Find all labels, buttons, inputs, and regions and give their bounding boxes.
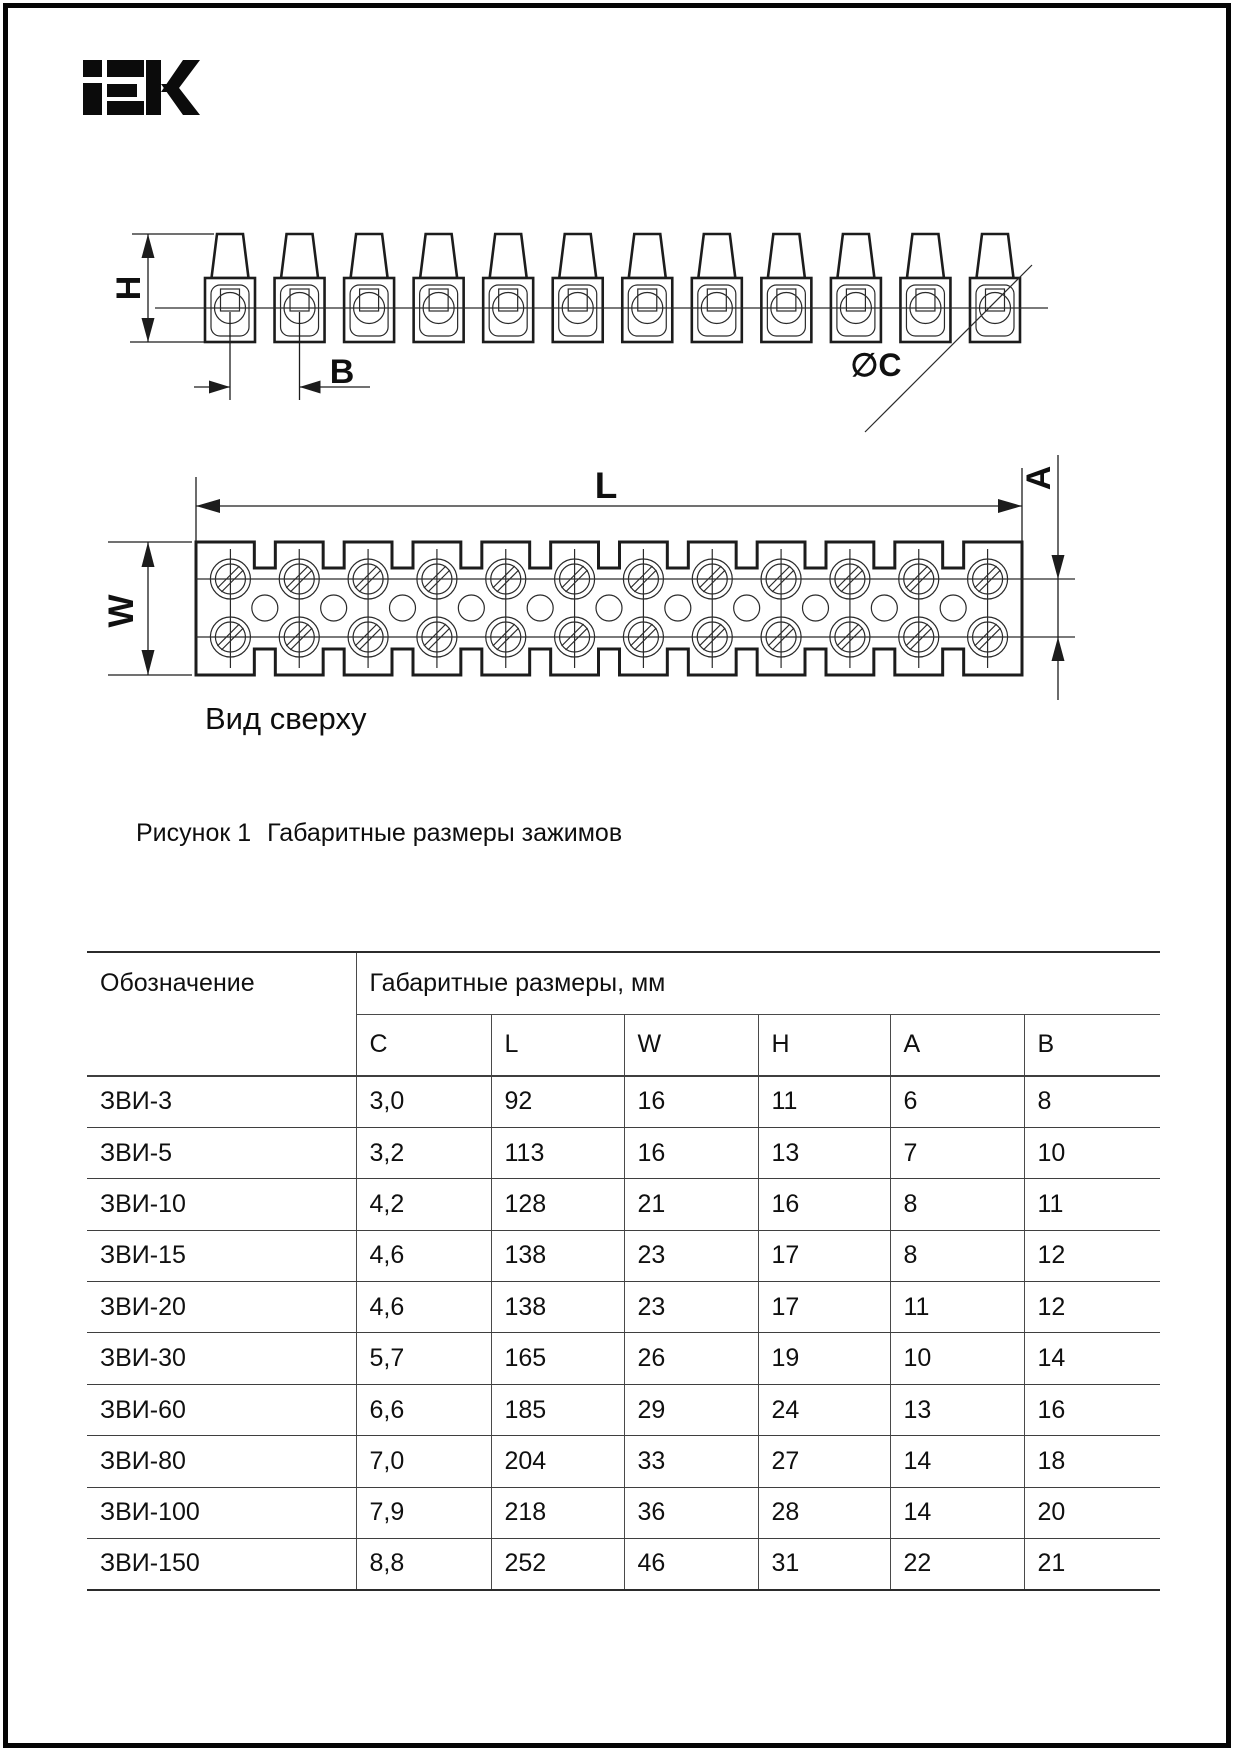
designation-cell: ЗВИ-20 (87, 1282, 356, 1333)
value-cell: 113 (491, 1127, 624, 1178)
value-cell: 218 (491, 1487, 624, 1538)
dim-label-l: L (594, 465, 618, 506)
strip-outline (196, 542, 1022, 675)
value-cell: 28 (758, 1487, 890, 1538)
value-cell: 16 (1024, 1384, 1160, 1435)
value-cell: 252 (491, 1539, 624, 1590)
table-row (87, 1539, 1160, 1590)
value-cell: 27 (758, 1436, 890, 1487)
value-cell: 4,6 (356, 1230, 491, 1281)
terminal-segment (483, 234, 533, 342)
terminal-segment (344, 234, 394, 342)
value-cell: 21 (624, 1179, 758, 1230)
arrowhead-left (196, 499, 220, 513)
dim-label-h: H (110, 275, 148, 301)
value-cell: 11 (758, 1076, 890, 1127)
value-cell: 26 (624, 1333, 758, 1384)
designation-cell: ЗВИ-15 (87, 1230, 356, 1281)
value-cell: 138 (491, 1282, 624, 1333)
value-cell: 33 (624, 1436, 758, 1487)
table-row (87, 1282, 1160, 1333)
value-cell: 13 (890, 1384, 1024, 1435)
terminal-segment (831, 234, 881, 342)
value-cell: 165 (491, 1333, 624, 1384)
arrowhead-down (142, 318, 155, 342)
value-cell: 23 (624, 1282, 758, 1333)
value-cell: 7,0 (356, 1436, 491, 1487)
value-cell: 7 (890, 1127, 1024, 1178)
terminal-segment (553, 234, 603, 342)
value-cell: 11 (1024, 1179, 1160, 1230)
screw-head-side (281, 234, 318, 278)
value-cell: 17 (758, 1282, 890, 1333)
table-row (87, 1436, 1160, 1487)
value-cell: 3,0 (356, 1076, 491, 1127)
screw-head-side (907, 234, 944, 278)
designation-header: Обозначение (87, 952, 356, 1076)
designation-cell: ЗВИ-30 (87, 1333, 356, 1384)
designation-cell: ЗВИ-5 (87, 1127, 356, 1178)
value-cell: 8 (890, 1179, 1024, 1230)
value-cell: 20 (1024, 1487, 1160, 1538)
value-cell: 12 (1024, 1230, 1160, 1281)
terminal-segment (761, 234, 811, 342)
value-cell: 6,6 (356, 1384, 491, 1435)
screw-head-side (351, 234, 388, 278)
value-cell: 17 (758, 1230, 890, 1281)
arrowhead-up (1052, 637, 1065, 661)
value-cell: 31 (758, 1539, 890, 1590)
value-cell: 3,2 (356, 1127, 491, 1178)
value-cell: 4,2 (356, 1179, 491, 1230)
designation-cell: ЗВИ-10 (87, 1179, 356, 1230)
value-cell: 185 (491, 1384, 624, 1435)
terminal-segment (622, 234, 672, 342)
dim-label-b: B (329, 353, 355, 391)
value-cell: 23 (624, 1230, 758, 1281)
arrowhead-up (142, 542, 155, 567)
screw-head-side (559, 234, 596, 278)
screw-head-side (212, 234, 249, 278)
value-cell: 204 (491, 1436, 624, 1487)
value-cell: 138 (491, 1230, 624, 1281)
value-cell: 16 (624, 1127, 758, 1178)
value-cell: 8 (890, 1230, 1024, 1281)
terminal-segment (414, 234, 464, 342)
col-header-l: L (491, 1014, 624, 1076)
screw-head-side (698, 234, 735, 278)
col-header-w: W (624, 1014, 758, 1076)
value-cell: 13 (758, 1127, 890, 1178)
dimensions-table-grid (87, 951, 1160, 1591)
iek-logo (83, 60, 200, 115)
table-row (87, 1179, 1160, 1230)
terminal-segment (970, 234, 1020, 342)
value-cell: 18 (1024, 1436, 1160, 1487)
table-row (87, 1230, 1160, 1281)
dimensions-table (87, 951, 1160, 1591)
value-cell: 4,6 (356, 1282, 491, 1333)
screw-head-side (976, 234, 1013, 278)
designation-cell: ЗВИ-150 (87, 1539, 356, 1590)
value-cell: 12 (1024, 1282, 1160, 1333)
front-view-drawing (205, 234, 1020, 342)
value-cell: 10 (890, 1333, 1024, 1384)
designation-cell: ЗВИ-3 (87, 1076, 356, 1127)
screw-head-side (837, 234, 874, 278)
col-header-a: A (890, 1014, 1024, 1076)
col-header-h: H (758, 1014, 890, 1076)
table-row (87, 1333, 1160, 1384)
table-row (87, 1076, 1160, 1127)
value-cell: 7,9 (356, 1487, 491, 1538)
figure-caption-label: Рисунок 1 (136, 819, 252, 847)
top-view-drawing (196, 542, 1022, 675)
value-cell: 92 (491, 1076, 624, 1127)
figure-caption-text: Габаритные размеры зажимов (267, 819, 623, 847)
value-cell: 29 (624, 1384, 758, 1435)
value-cell: 5,7 (356, 1333, 491, 1384)
arrowhead-left (300, 381, 321, 394)
value-cell: 14 (1024, 1333, 1160, 1384)
arrowhead-down (1052, 555, 1065, 579)
terminal-segment (900, 234, 950, 342)
designation-cell: ЗВИ-60 (87, 1384, 356, 1435)
table-row (87, 1127, 1160, 1178)
group-header: Габаритные размеры, мм (356, 952, 1160, 1014)
dim-label-w: W (102, 594, 141, 628)
col-header-b: B (1024, 1014, 1160, 1076)
arrowhead-down (142, 650, 155, 675)
col-header-c: C (356, 1014, 491, 1076)
value-cell: 46 (624, 1539, 758, 1590)
value-cell: 14 (890, 1436, 1024, 1487)
value-cell: 21 (1024, 1539, 1160, 1590)
screw-head-side (420, 234, 457, 278)
dim-label-c: ∅C (850, 347, 902, 383)
value-cell: 36 (624, 1487, 758, 1538)
value-cell: 19 (758, 1333, 890, 1384)
screw-head-side (629, 234, 666, 278)
value-cell: 16 (758, 1179, 890, 1230)
figure-caption (136, 819, 622, 848)
top-view-caption: Вид сверху (205, 701, 367, 736)
value-cell: 14 (890, 1487, 1024, 1538)
terminal-segment (692, 234, 742, 342)
value-cell: 8 (1024, 1076, 1160, 1127)
table-header-row (87, 952, 1160, 1014)
value-cell: 10 (1024, 1127, 1160, 1178)
value-cell: 16 (624, 1076, 758, 1127)
value-cell: 11 (890, 1282, 1024, 1333)
arrowhead-right (209, 381, 230, 394)
arrowhead-right (998, 499, 1022, 513)
table-row (87, 1487, 1160, 1538)
table-row (87, 1384, 1160, 1435)
value-cell: 24 (758, 1384, 890, 1435)
value-cell: 8,8 (356, 1539, 491, 1590)
value-cell: 22 (890, 1539, 1024, 1590)
dim-label-a: A (1020, 465, 1058, 491)
arrowhead-up (142, 234, 155, 258)
designation-cell: ЗВИ-100 (87, 1487, 356, 1538)
screw-head-side (490, 234, 527, 278)
value-cell: 128 (491, 1179, 624, 1230)
screw-head-side (768, 234, 805, 278)
value-cell: 6 (890, 1076, 1024, 1127)
designation-cell: ЗВИ-80 (87, 1436, 356, 1487)
